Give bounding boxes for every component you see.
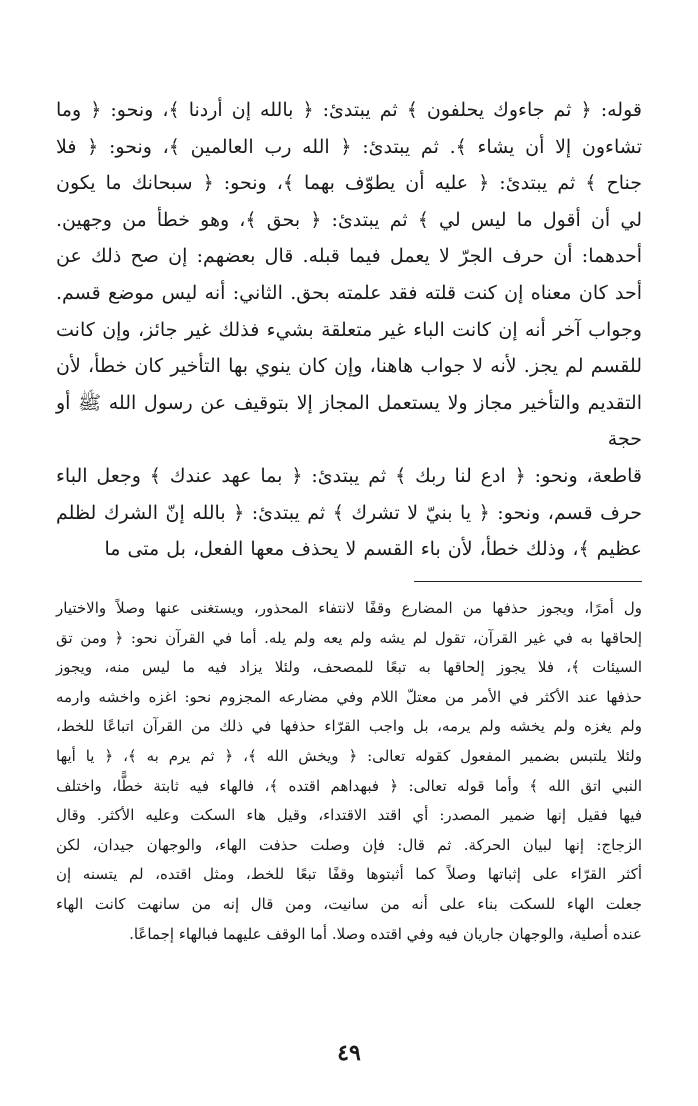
- main-text-line: أحدهما: أن حرف الجرّ لا يعمل فيما قبله. قال بعضهم: إن صح ذلك عن: [56, 245, 642, 268]
- main-text-line: لي أن أقول ما ليس لي ﴾ ثم يبتدئ: ﴿ بحق ﴾، وهو خطأ من وجهين.: [56, 208, 642, 231]
- main-text-line: التقديم والتأخير مجاز ولا يستعمل المجاز إلا بتوقيف عن رسول الله ﷺ أو حجة: [56, 391, 642, 451]
- main-text-line: تشاءون إلا أن يشاء ﴾. ثم يبتدئ: ﴿ الله رب العالمين ﴾، ونحو: ﴿ فلا: [56, 135, 642, 158]
- main-text-line: أحد كان معناه إن كنت قلته فقد علمته بحق. الثاني: أنه ليس موضع قسم.: [56, 281, 642, 304]
- main-text-line: عظيم ﴾، وذلك خطأ، لأن باء القسم لا يحذف معها الفعل، بل متى ما: [104, 538, 642, 561]
- main-text-line: قاطعة، ونحو: ﴿ ادع لنا ربك ﴾ ثم يبتدئ: ﴿ بما عهد عندك ﴾ وجعل الباء: [56, 464, 642, 487]
- footnote-line: ولم يغزه ولم يخشه ولم يرمه، بل واجب القرّاء حذفها في ذلك من القرآن اتباعًا للخط،: [56, 717, 642, 736]
- footnote-line: ولئلا يلتبس بضمير المفعول كقوله تعالى: ﴿ ويخش الله ﴾، ﴿ ثم يرم به ﴾، ﴿ يا أيها: [56, 746, 642, 765]
- footnote-line: فيها فقيل إنها ضمير المصدر: أي اقتد الاقتداء، وقيل هاء السكت وعليه الأكثر. وقال: [56, 806, 642, 825]
- footnotes-body: [56, 594, 642, 949]
- footnote-line: الزجاج: إنها لبيان الحركة. ثم قال: فإن وصلت حذفت الهاء، والوجهان جيدان، لكن: [56, 835, 642, 854]
- footnote-line: السيئات ﴾، فلا يجوز إلحاقها به تبعًا للمصحف، ولئلا يزاد فيه ما ليس منه، ويجوز: [56, 658, 642, 677]
- main-text-line: وجواب آخر أنه إن كانت الباء غير متعلقة بشيء فذلك غير جائز، وإن كانت: [56, 318, 642, 341]
- footnote-line: حذفها عند الأكثر في الأمر من معتلّ اللام وفي مضارعه المجزوم نحو: اغزه واخشه وارمه: [56, 687, 642, 706]
- main-text-line: قوله: ﴿ ثم جاءوك يحلفون ﴾ ثم يبتدئ: ﴿ بالله إن أردنا ﴾، ونحو: ﴿ وما: [56, 99, 642, 121]
- main-text-line: للقسم لم يجز. لأنه لا جواب هاهنا، وإن كان ينوي بها التأخير كان خطأ، لأن: [56, 355, 642, 378]
- footnote-line: أكثر القرّاء على إثباتها وصلاً كما أثبتوها وقفًا تبعًا للخط، ومثل اقتده، لم يتسنه إن: [56, 865, 642, 884]
- page-number: ٤٩: [337, 1040, 361, 1066]
- main-text-body: [56, 92, 642, 568]
- footnote-line: جعلت الهاء للسكت بناء على أنه من سانيت، ومن قال إنه من سانهت كانت الهاء: [56, 894, 642, 913]
- footnote-line: النبي اتق الله ﴾ وأما قوله تعالى: ﴿ فبهداهم اقتده ﴾، فالهاء فيه ثابتة خطًّا، واختلف: [56, 776, 642, 795]
- main-text-line: جناح ﴾ ثم يبتدئ: ﴿ عليه أن يطوّف بهما ﴾، ونحو: ﴿ سبحانك ما يكون: [56, 172, 642, 195]
- footnote-line: إلحاقها به في غير القرآن، تقول لم يشه ولم يعه ولم يله. أما في القرآن نحو: ﴿ ومن تق: [56, 628, 642, 647]
- footnote-line: عنده أصلية، والوجهان جاريان فيه وفي اقتده وصلا. أما الوقف عليهما فبالهاء إجماعًا.: [129, 924, 642, 943]
- footnote-divider: [414, 581, 642, 582]
- footnote-line: ول أمرًا، ويجوز حذفها من المضارع وقفًا لانتفاء المحذور، ويستغنى عنها وصلاً والاختيار: [56, 599, 642, 617]
- main-text-line: حرف قسم، ونحو: ﴿ يا بنيّ لا تشرك ﴾ ثم يبتدئ: ﴿ بالله إنّ الشرك لظلم: [56, 501, 642, 524]
